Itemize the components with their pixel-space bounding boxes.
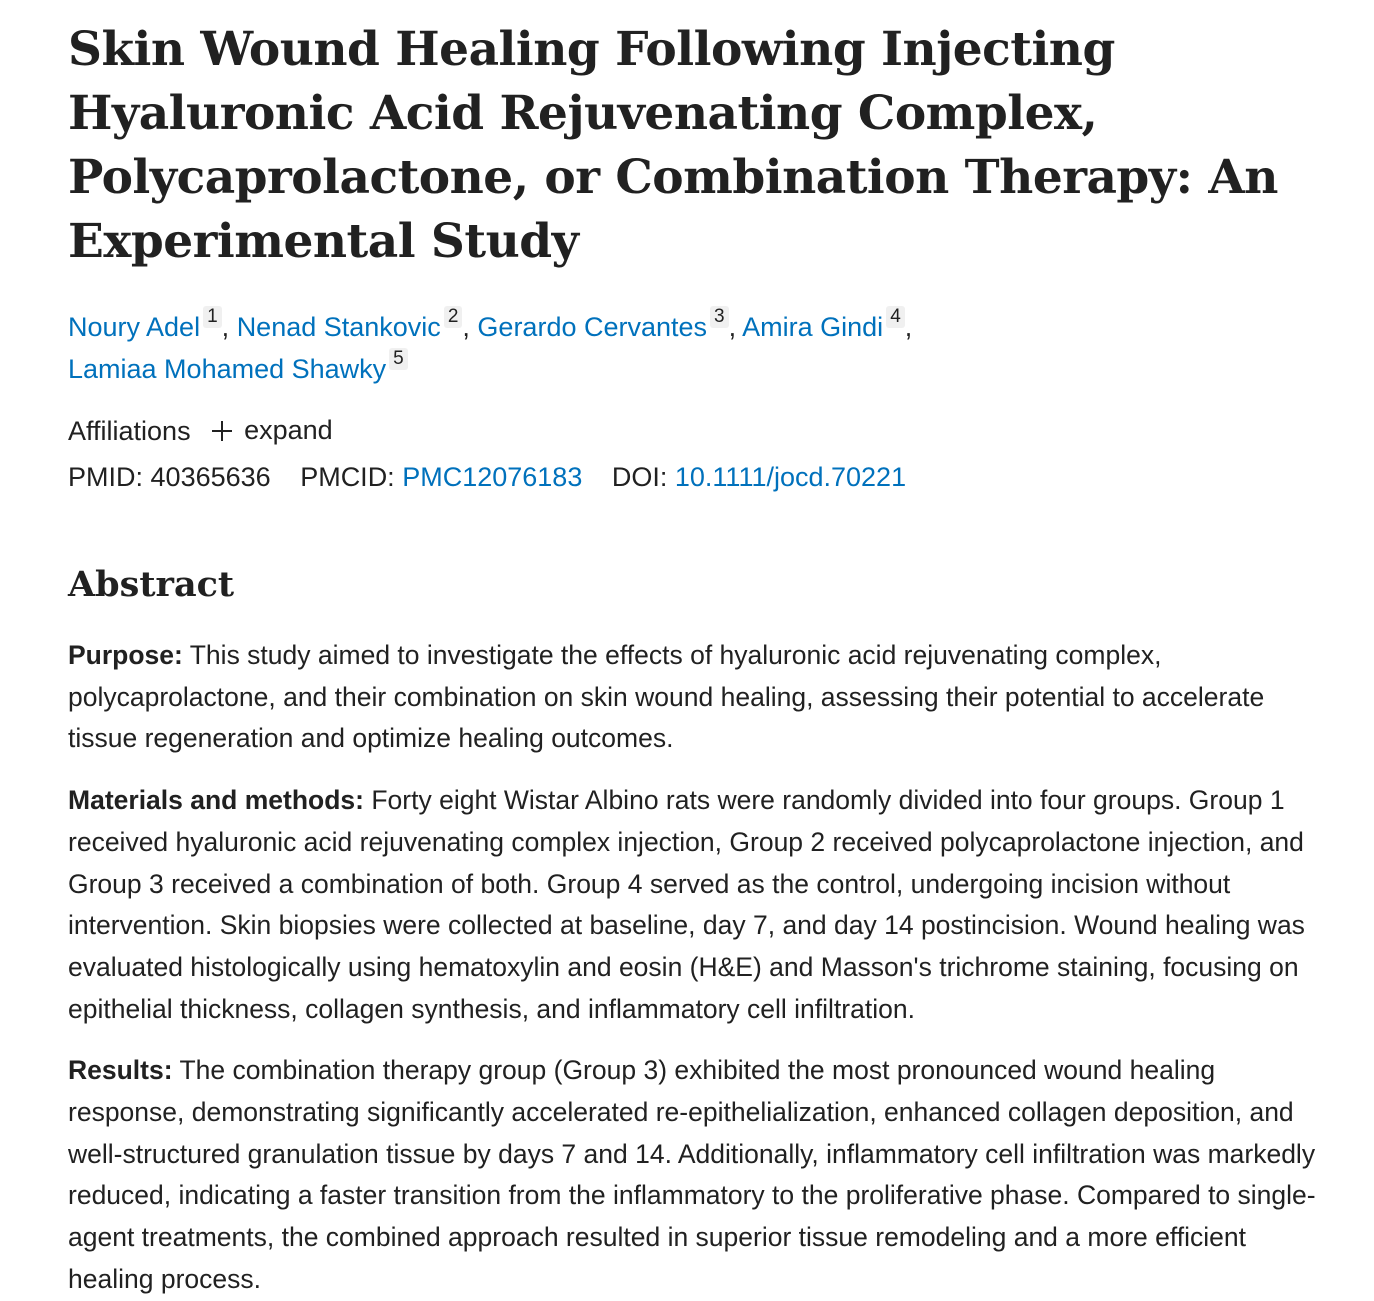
- author-separator: ,: [904, 312, 913, 342]
- affiliation-number[interactable]: 1: [203, 306, 222, 328]
- pmcid-link[interactable]: PMC12076183: [402, 462, 583, 492]
- author-link[interactable]: Gerardo Cervantes: [477, 312, 708, 342]
- pmid-label: PMID:: [68, 462, 144, 492]
- author-link[interactable]: Amira Gindi: [742, 312, 884, 342]
- pmcid: [300, 462, 590, 492]
- author-list: [68, 306, 1318, 390]
- article-page: [68, 18, 1318, 1301]
- doi-link[interactable]: 10.1111/jocd.70221: [674, 462, 907, 492]
- expand-label: expand: [244, 415, 333, 445]
- author-separator: ,: [221, 312, 230, 342]
- section-label: Results:: [68, 1055, 173, 1086]
- section-label: Materials and methods:: [68, 785, 364, 816]
- plus-icon: [212, 421, 232, 441]
- affiliation-number[interactable]: 5: [389, 348, 408, 370]
- section-text: The combination therapy group (Group 3) exhibited the most pronounced wound healing response, demonstrating significantly accelerated re-epithelialization, enhanced collagen deposition, and well-structured granulation tissue by days 7 and 14. Additionally, inflammatory cell infiltration was markedly reduced, indicating a faster transition from the inflammatory to the proliferative phase. Compared to single-agent treatments, the combined approach resulted in superior tissue remodeling and a more efficient healing process.: [68, 1055, 1316, 1294]
- article-title: Skin Wound Healing Following Injecting Hyaluronic Acid Rejuvenating Complex, Polycaprolactone, or Combination Therapy: An Experimental Study: [68, 22, 1278, 269]
- abstract-purpose: [68, 635, 1318, 760]
- affiliations-expand-button[interactable]: [212, 410, 333, 450]
- author-link[interactable]: Lamiaa Mohamed Shawky: [68, 354, 387, 384]
- doi: [612, 462, 906, 492]
- abstract-heading: Abstract: [68, 564, 235, 605]
- pmid-value: 40365636: [150, 462, 271, 492]
- section-text: Forty eight Wistar Albino rats were randomly divided into four groups. Group 1 received hyaluronic acid rejuvenating complex injection, Group 2 received polycaprolactone injection, and Group 3 received a combination of both. Group 4 served as the control, undergoing incision without intervention. Skin biopsies were collected at baseline, day 7, and day 14 postincision. Wound healing was evaluated histologically using hematoxylin and eosin (H&E) and Masson's trichrome staining, focusing on epithelial thickness, collagen synthesis, and inflammatory cell infiltration.: [68, 785, 1305, 1024]
- doi-label: DOI:: [611, 462, 668, 492]
- affiliations-row: [68, 410, 1318, 451]
- section-text: This study aimed to investigate the effects of hyaluronic acid rejuvenating complex, polycaprolactone, and their combination on skin wound healing, assessing their potential to accelerate tissue regeneration and optimize healing outcomes.: [68, 640, 1265, 754]
- affiliation-number[interactable]: 2: [444, 306, 463, 328]
- author-separator: ,: [462, 312, 470, 342]
- section-label: Purpose:: [68, 640, 183, 670]
- pmid: [68, 462, 278, 492]
- author-link[interactable]: Nenad Stankovic: [236, 312, 441, 342]
- author-link[interactable]: Noury Adel: [68, 312, 201, 342]
- abstract-results: [68, 1050, 1318, 1300]
- pmcid-label: PMCID:: [300, 462, 395, 492]
- author-separator: ,: [728, 312, 737, 342]
- affiliations-label: Affiliations: [68, 416, 191, 446]
- affiliation-number[interactable]: 3: [710, 306, 729, 328]
- abstract-methods: [68, 780, 1318, 1030]
- identifiers-row: [68, 457, 1318, 497]
- affiliation-number[interactable]: 4: [886, 306, 905, 328]
